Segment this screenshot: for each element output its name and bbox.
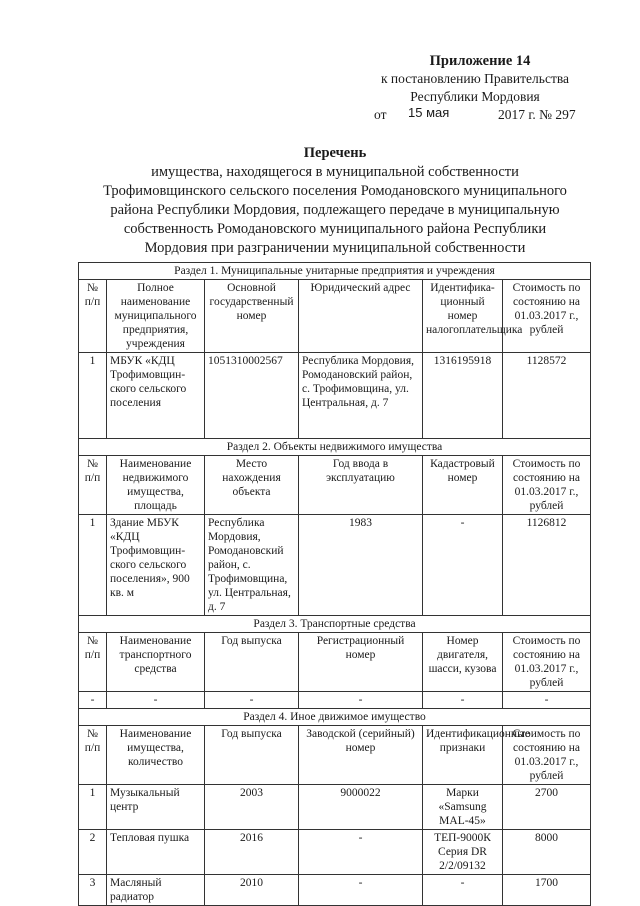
cell: 1700 xyxy=(503,875,591,906)
appendix-day: 15 мая xyxy=(408,105,450,120)
cell: Музыкальный центр xyxy=(107,785,205,830)
cell: Масляный радиатор xyxy=(107,875,205,906)
cell: 2700 xyxy=(503,785,591,830)
header-row xyxy=(79,726,591,785)
section-header xyxy=(79,709,591,726)
col-header: Стоимость по состоянию на 01.03.2017 г., рублей xyxy=(503,633,591,692)
appendix-block xyxy=(340,52,610,124)
cell: 2003 xyxy=(205,785,299,830)
cell: - xyxy=(423,875,503,906)
section-header xyxy=(79,263,591,280)
cell: - xyxy=(79,692,107,709)
cell: 9000022 xyxy=(299,785,423,830)
cell: - xyxy=(299,830,423,875)
cell: 1128572 xyxy=(503,353,591,439)
col-header: Наименование транспортного средства xyxy=(107,633,205,692)
cell: 8000 xyxy=(503,830,591,875)
cell: Республика Мордовия, Ромодановский район, с. Трофимовщина, ул. Центральная, д. 7 xyxy=(299,353,423,439)
title-heading: Перечень xyxy=(303,145,367,161)
col-header: № п/п xyxy=(79,726,107,785)
table-row xyxy=(79,785,591,830)
table-row xyxy=(79,830,591,875)
section-header xyxy=(79,616,591,633)
col-header: Идентификационные признаки xyxy=(423,726,503,785)
section-header xyxy=(79,439,591,456)
cell: 2010 xyxy=(205,875,299,906)
section3-title: Раздел 3. Транспортные средства xyxy=(79,616,591,633)
col-header: Наименование имущества, количество xyxy=(107,726,205,785)
cell: Здание МБУК «КДЦ Трофимовщин-ского сельского поселения», 900 кв. м xyxy=(107,515,205,616)
cell: 2 xyxy=(79,830,107,875)
cell: - xyxy=(299,875,423,906)
col-header: Основной государственный номер xyxy=(205,280,299,353)
header-row xyxy=(79,280,591,353)
cell: Марки «Samsung MAL-45» xyxy=(423,785,503,830)
cell: - xyxy=(423,692,503,709)
table-row xyxy=(79,353,591,439)
col-header: Стоимость по состоянию на 01.03.2017 г., рублей xyxy=(503,726,591,785)
title-line: Трофимовщинского сельского поселения Ромодановского муниципального xyxy=(103,183,567,199)
cell: 1 xyxy=(79,785,107,830)
cell: - xyxy=(299,692,423,709)
cell: МБУК «КДЦ Трофимовщин-ского сельского поселения xyxy=(107,353,205,439)
col-header: Год выпуска xyxy=(205,726,299,785)
title-line: района Республики Мордовия, подлежащего передаче в муниципальную xyxy=(110,202,560,218)
col-header: Идентифика-ционный номер налогоплательщика xyxy=(423,280,503,353)
section4-title: Раздел 4. Иное движимое имущество xyxy=(79,709,591,726)
cell: Тепловая пушка xyxy=(107,830,205,875)
appendix-from: от xyxy=(374,107,387,122)
cell: 1 xyxy=(79,353,107,439)
section2-title: Раздел 2. Объекты недвижимого имущества xyxy=(79,439,591,456)
section1-title: Раздел 1. Муниципальные унитарные предприятия и учреждения xyxy=(79,263,591,280)
col-header: Стоимость по состоянию на 01.03.2017 г., рублей xyxy=(503,456,591,515)
col-header: № п/п xyxy=(79,633,107,692)
appendix-line1: к постановлению Правительства xyxy=(380,71,570,86)
appendix-line2: Республики Мордовия xyxy=(410,89,540,104)
col-header: Юридический адрес xyxy=(299,280,423,353)
cell: 3 xyxy=(79,875,107,906)
cell: 1316195918 xyxy=(423,353,503,439)
cell: - xyxy=(205,692,299,709)
document-title xyxy=(70,144,600,258)
title-line: имущества, находящегося в муниципальной собственности xyxy=(151,164,519,180)
property-table xyxy=(78,262,591,906)
col-header: Регистрационный номер xyxy=(299,633,423,692)
col-header: Полное наименование муниципального предприятия, учреждения xyxy=(107,280,205,353)
table-row xyxy=(79,692,591,709)
col-header: Заводской (серийный) номер xyxy=(299,726,423,785)
col-header: Год ввода в эксплуатацию xyxy=(299,456,423,515)
col-header: Год выпуска xyxy=(205,633,299,692)
col-header: Наименование недвижимого имущества, площадь xyxy=(107,456,205,515)
col-header: Место нахождения объекта xyxy=(205,456,299,515)
cell: Республика Мордовия, Ромодановский район, с. Трофимовщина, ул. Центральная, д. 7 xyxy=(205,515,299,616)
header-row xyxy=(79,456,591,515)
cell: 1 xyxy=(79,515,107,616)
title-line: Мордовия при разграничении муниципальной собственности xyxy=(144,240,526,256)
cell: 1126812 xyxy=(503,515,591,616)
col-header: № п/п xyxy=(79,280,107,353)
col-header: № п/п xyxy=(79,456,107,515)
col-header: Кадастровый номер xyxy=(423,456,503,515)
title-line: собственность Ромодановского муниципального района Республики xyxy=(123,221,547,237)
table-row xyxy=(79,875,591,906)
table-row xyxy=(79,515,591,616)
col-header: Номер двигателя, шасси, кузова xyxy=(423,633,503,692)
cell: 1051310002567 xyxy=(205,353,299,439)
cell: - xyxy=(107,692,205,709)
cell: 2016 xyxy=(205,830,299,875)
cell: ТЕП-9000К Серия DR 2/2/09132 xyxy=(423,830,503,875)
cell: 1983 xyxy=(299,515,423,616)
appendix-year-number: 2017 г. № 297 xyxy=(498,107,576,122)
appendix-date-line xyxy=(340,106,610,124)
appendix-title: Приложение 14 xyxy=(429,53,531,69)
col-header: Стоимость по состоянию на 01.03.2017 г., рублей xyxy=(503,280,591,353)
header-row xyxy=(79,633,591,692)
cell: - xyxy=(503,692,591,709)
cell: - xyxy=(423,515,503,616)
